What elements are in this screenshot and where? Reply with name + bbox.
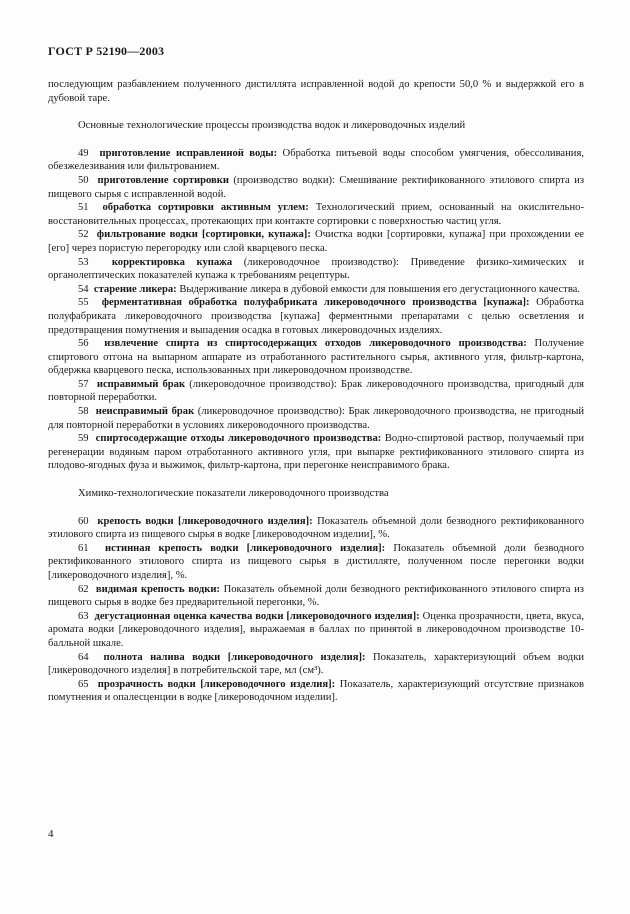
term-entry bbox=[48, 651, 584, 678]
term-number: 53 bbox=[78, 256, 89, 268]
term-number: 59 bbox=[78, 433, 89, 445]
term-number: 51 bbox=[78, 202, 89, 214]
term-entry bbox=[48, 296, 584, 337]
term-name: прозрачность водки [ликероводочного изделия]: bbox=[97, 678, 336, 690]
term-name: спиртосодержащие отходы ликероводочного производства: bbox=[95, 433, 382, 445]
term-name: старение ликера: bbox=[93, 283, 177, 295]
term-name: полнота налива водки [ликероводочного изделия]: bbox=[103, 651, 366, 663]
term-entry bbox=[48, 583, 584, 610]
term-name: ферментативная обработка полуфабриката ликероводочного производства [купажа]: bbox=[101, 297, 530, 309]
term-number: 65 bbox=[78, 678, 89, 690]
term-entry bbox=[48, 542, 584, 583]
term-entry bbox=[48, 610, 584, 651]
term-name: истинная крепость водки [ликероводочного изделия]: bbox=[104, 542, 386, 554]
term-entry bbox=[48, 337, 584, 378]
term-name: корректировка купажа bbox=[111, 256, 233, 268]
term-number: 49 bbox=[78, 147, 89, 159]
term-number: 64 bbox=[78, 651, 89, 663]
term-number: 54 bbox=[78, 283, 89, 295]
term-definition: Показатель, характеризующий отсутствие признаков помутнения и опалесценции в водке [ликероводочном изделии]. bbox=[48, 678, 585, 704]
term-name: фильтрование водки [сортировки, купажа]: bbox=[96, 229, 311, 241]
term-definition: Выдерживание ликера в дубовой емкости для повышения его дегустационного качества. bbox=[179, 283, 581, 295]
section-title-indicators: Химико-технологические показатели ликероводочного производства bbox=[78, 488, 389, 500]
term-entry bbox=[48, 147, 584, 174]
term-definition: Очистка водки [сортировки, купажа] при прохождении ее [его] через пористую перегородку или слой кварцевого песка. bbox=[48, 229, 584, 254]
term-entry bbox=[48, 283, 584, 297]
term-entry bbox=[48, 378, 584, 405]
term-definition: Оценка прозрачности, цвета, вкуса, аромата водки [ликероводочного изделия], выражаемая в баллах по принятой в ликероводочном производстве 10-балльной шкале. bbox=[48, 610, 585, 649]
term-number: 60 bbox=[78, 515, 89, 527]
term-definition: Показатель объемной доли безводного ректификованного этилового спирта из пищевого сырья в водке [ликероводочном изделии], %. bbox=[48, 515, 585, 541]
term-entry bbox=[48, 201, 584, 228]
term-number: 63 bbox=[78, 610, 89, 622]
term-entry bbox=[48, 515, 584, 542]
term-name: приготовление сортировки bbox=[97, 174, 229, 186]
term-definition: (ликероводочное производство): Брак ликероводочного производства, пригодный для повторной переработки. bbox=[48, 378, 584, 404]
term-definition: Показатель объемной доли безводного ректификованного этилового спирта из пищевого сырья в дистилляте, полученном после перегонки водки [ликероводочного изделия], %. bbox=[48, 542, 584, 581]
term-number: 58 bbox=[78, 406, 89, 418]
term-entry bbox=[48, 256, 584, 283]
term-name: крепость водки [ликероводочного изделия]: bbox=[97, 515, 313, 527]
term-definition: Обработка питьевой воды способом умягчения, обессоливания, обезжелезивания или фильтрованием. bbox=[48, 147, 584, 173]
term-name: видимая крепость водки: bbox=[95, 583, 220, 595]
term-definition: Получение спиртового отгона на выпарном аппарате из отработанного растительного сырья, активного угля, фильтр-картона, обдержка кварцевого песка, использованных при ликероводочном производстве. bbox=[48, 338, 584, 377]
term-number: 52 bbox=[78, 229, 89, 241]
term-definition: Технологический прием, основанный на окислительно-восстановительных процессах, протекающих при контакте сортировки с поверхностью частиц угля. bbox=[48, 202, 584, 227]
term-name: обработка сортировки активным углем: bbox=[102, 202, 309, 214]
term-definition: Водно-спиртовой раствор, получаемый при регенерации водяным паром отработанного активного угля, при выпарке ректификованного этилового спирта из плодово-ягодных фуза и выжимок, фильтр-картона, при перегонке неисправимого брака. bbox=[48, 433, 585, 472]
intro-paragraph: последующим разбавлением полученного дистиллята исправленной водой до крепости 50,0 % и выдержкой его в дубовой таре. bbox=[48, 79, 584, 104]
term-name: извлечение спирта из спиртосодержащих отходов ликероводочного производства: bbox=[104, 338, 527, 350]
section-title-processes: Основные технологические процессы производства водок и ликероводочных изделий bbox=[78, 120, 466, 132]
term-number: 56 bbox=[78, 338, 89, 350]
term-definition: Показатель, характеризующий объем водки [ликероводочного изделия] в потребительской таре, мл (см³). bbox=[48, 651, 585, 677]
term-definition: (производство водки): Смешивание ректификованного этилового спирта из пищевого сырья с исправленной водой. bbox=[48, 174, 585, 200]
term-entry bbox=[48, 174, 584, 201]
term-name: приготовление исправленной воды: bbox=[99, 147, 278, 159]
term-definition: Обработка полуфабриката ликероводочного производства [купажа] ферментными препаратами с целью осветления и предотвращения помутнения и выпадения осадка в готовых ликероводочных изделиях. bbox=[48, 297, 584, 336]
term-entry bbox=[48, 678, 584, 705]
term-name: неисправимый брак bbox=[95, 406, 195, 418]
term-definition: Показатель объемной доли безводного ректификованного этилового спирта из пищевого сырья в водке без предварительной перегонки, %. bbox=[48, 583, 584, 609]
term-number: 61 bbox=[78, 542, 89, 554]
term-number: 50 bbox=[78, 174, 89, 186]
term-definition: (ликероводочное производство): Приведение физико-химических и органолептических показателей купажа к требованиям рецептуры. bbox=[48, 256, 584, 282]
term-number: 57 bbox=[78, 378, 89, 390]
term-number: 55 bbox=[78, 297, 89, 309]
term-name: исправимый брак bbox=[96, 378, 186, 390]
standard-header: ГОСТ Р 52190—2003 bbox=[48, 44, 165, 58]
page-content bbox=[48, 78, 584, 705]
term-entry bbox=[48, 228, 584, 255]
section-processes-list bbox=[48, 147, 584, 473]
section-indicators-list bbox=[48, 515, 584, 705]
term-entry bbox=[48, 432, 584, 473]
term-name: дегустационная оценка качества водки [ликероводочного изделия]: bbox=[94, 610, 420, 622]
term-entry bbox=[48, 405, 584, 432]
page-number: 4 bbox=[48, 828, 54, 840]
term-definition: (ликероводочное производство): Брак ликероводочного производства, не пригодный для повторной переработки в условиях ликероводочного производства. bbox=[48, 406, 584, 431]
term-number: 62 bbox=[78, 583, 89, 595]
